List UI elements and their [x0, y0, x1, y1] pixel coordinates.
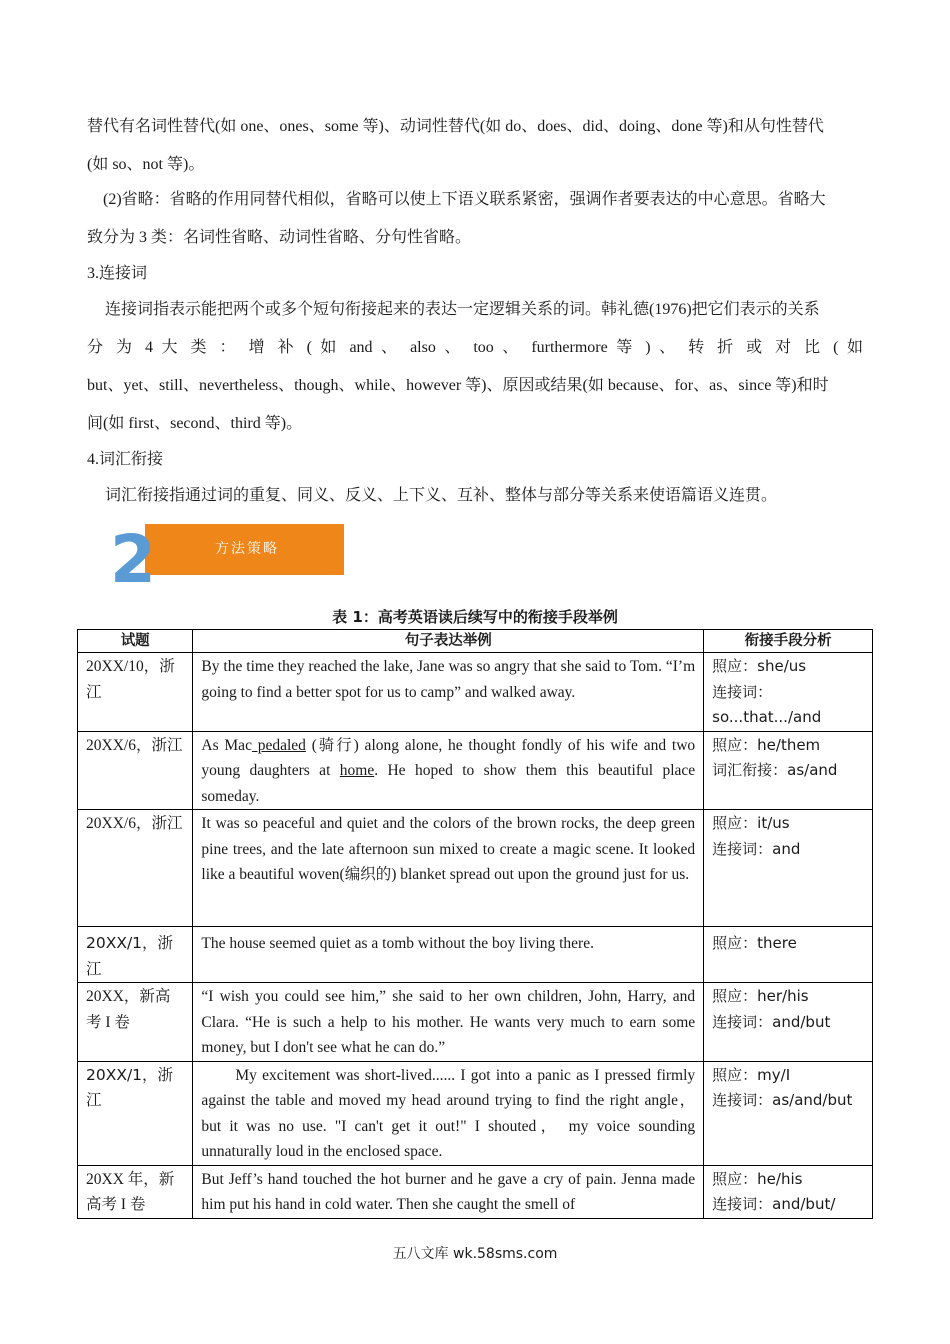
cell-source: 20XX/6，浙江	[78, 731, 193, 810]
paragraph-conjunction-line-3: but、yet、still、nevertheless、though、while、however 等)、原因或结果(如 because、for、as、since 等)和时	[87, 377, 829, 394]
analysis-line: 照应：he/his	[712, 1169, 803, 1188]
paragraph-conjunction-line-1: 连接词指表示能把两个或多个短句衔接起来的表达一定逻辑关系的词。韩礼德(1976)把它们表示的关系	[105, 301, 820, 318]
underlined-word: home	[339, 762, 375, 779]
heading-lexical: 4.词汇衔接	[87, 451, 164, 468]
analysis-line: 照应：he/them	[712, 735, 821, 754]
footer-watermark: 五八文库 wk.58sms.com	[392, 1246, 558, 1262]
analysis-line: 照应：her/his	[712, 987, 809, 1005]
cell-source: 20XX/6，浙江	[78, 810, 193, 927]
analysis-line: 词汇衔接：as/and	[712, 761, 838, 779]
cell-example: It was so peaceful and quiet and the colors of the brown rocks, the deep green pine trees, and the late afternoon sun mixed to create a magic scene. It looked like a beautiful woven(编织的) blanket spread out upon the ground just for us.	[193, 810, 704, 927]
example-text: . He hoped to show them this beautiful place someday.	[201, 762, 696, 805]
cohesion-table	[77, 629, 873, 1219]
table-row	[78, 1061, 873, 1165]
example-text: My excitement was short-lived...... I got into a panic as I pressed firmly against the table and moved my head around trying to find the right angle， but it was no use. "I can't get it out!" I shouted， my voice sounding unnaturally loud in the enclosed space.	[201, 1066, 696, 1160]
cell-example: The house seemed quiet as a tomb without the boy living there.	[193, 927, 704, 983]
cell-source: 20XX，新高考 I 卷	[78, 983, 193, 1062]
cell-analysis	[704, 731, 873, 810]
section-number: 2	[110, 521, 156, 598]
cell-example: But Jeff’s hand touched the hot burner and he gave a cry of pain. Jenna made him put his hand in cold water. Then she caught the smell of	[193, 1165, 704, 1218]
table-row	[78, 983, 873, 1062]
table-row	[78, 927, 873, 983]
cell-example	[193, 1061, 704, 1165]
cell-analysis	[704, 1061, 873, 1165]
cell-source: 20XX/1，浙江	[78, 927, 193, 983]
paragraph-substitution-line-2: (如 so、not 等)。	[87, 156, 205, 173]
example-text: As Mac	[201, 736, 252, 754]
analysis-line: 连接词：as/and/but	[712, 1091, 853, 1109]
analysis-line: 连接词：and/but/	[712, 1195, 836, 1213]
header-example: 句子表达举例	[193, 630, 704, 653]
paragraph-lexical-line-1: 词汇衔接指通过词的重复、同义、反义、上下义、互补、整体与部分等关系来使语篇语义连贯。	[105, 487, 778, 504]
table-header-row	[78, 630, 873, 653]
underlined-word: pedaled	[251, 736, 306, 754]
table-row	[78, 810, 873, 927]
cell-source: 20XX/1，浙江	[78, 1061, 193, 1165]
cell-analysis	[704, 927, 873, 983]
cell-example	[193, 731, 704, 810]
paragraph-conjunction-line-4: 间(如 first、second、third 等)。	[87, 415, 303, 432]
analysis-line: 连接词：and	[712, 839, 801, 858]
table-caption: 表 1：高考英语读后续写中的衔接手段举例	[332, 608, 618, 626]
header-analysis: 衔接手段分析	[704, 630, 873, 653]
cell-example: By the time they reached the lake, Jane was so angry that she said to Tom. “I’m going to find a better spot for us to camp” and walked away.	[193, 653, 704, 732]
cell-source: 20XX 年，新高考 I 卷	[78, 1165, 193, 1218]
analysis-line: so...that.../and	[712, 708, 822, 726]
table-row	[78, 731, 873, 810]
paragraph-ellipsis-line-1: (2)省略：省略的作用同替代相似，省略可以使上下语义联系紧密，强调作者要表达的中心意思。省略大	[103, 191, 826, 208]
paragraph-substitution-line-1: 替代有名词性替代(如 one、ones、some 等)、动词性替代(如 do、does、did、doing、done 等)和从句性替代	[87, 118, 824, 135]
cell-analysis	[704, 983, 873, 1062]
analysis-line: 照应：it/us	[712, 814, 790, 832]
cell-analysis	[704, 653, 873, 732]
heading-conjunction: 3.连接词	[87, 265, 148, 282]
paragraph-conjunction-line-2: 分 为 4 大 类 ： 增 补 ( 如 and 、 also 、 too 、 furthermore 等 ) 、 转 折 或 对 比 ( 如	[87, 339, 863, 356]
paragraph-ellipsis-line-2: 致分为 3 类：名词性省略、动词性省略、分句性省略。	[87, 229, 472, 246]
section-badge	[110, 522, 350, 602]
cell-analysis	[704, 810, 873, 927]
header-source: 试题	[78, 630, 193, 653]
analysis-line: 照应：she/us	[712, 657, 807, 675]
example-text: (骑行) along alone, he thought fondly of his wife and two young daughters at	[201, 736, 696, 779]
analysis-line: 连接词：	[712, 682, 773, 701]
analysis-line: 连接词：and/but	[712, 1012, 831, 1031]
analysis-line: 照应：my/I	[712, 1065, 791, 1084]
cell-example: “I wish you could see him,” she said to her own children, John, Harry, and Clara. “He is such a help to his mother. He wants very much to earn some money, but I don't see what he can do.”	[193, 983, 704, 1062]
table-row	[78, 653, 873, 732]
section-title: 方法策略	[145, 524, 344, 575]
table-row	[78, 1165, 873, 1218]
cell-analysis	[704, 1165, 873, 1218]
analysis-line: 照应：there	[712, 934, 797, 952]
cell-source: 20XX/10，浙江	[78, 653, 193, 732]
